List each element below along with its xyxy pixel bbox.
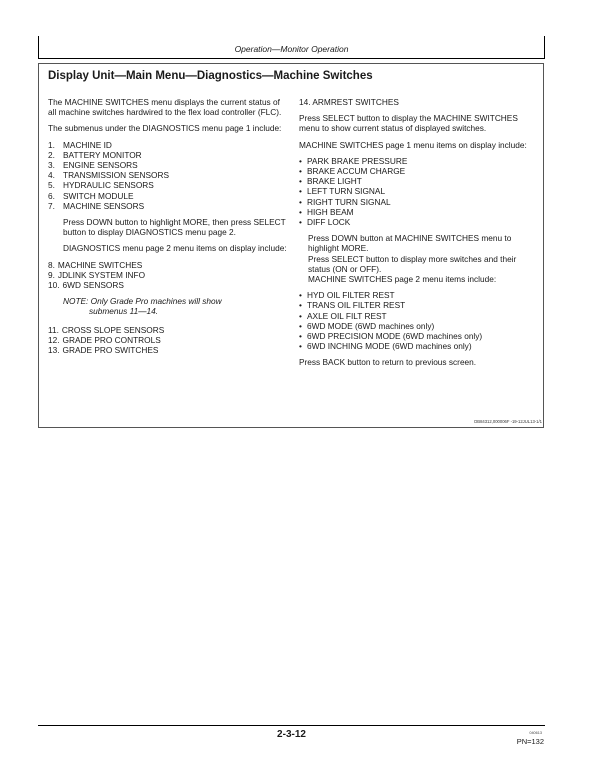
bullet-item: • BRAKE LIGHT — [299, 176, 539, 186]
list-item-label: 6WD SENSORS — [62, 280, 124, 291]
list-item-number: 3. — [48, 160, 55, 171]
note-line-2: submenus 11—14. — [89, 306, 159, 317]
list-item — [48, 345, 288, 355]
item-14: 14. ARMREST SWITCHES — [299, 97, 399, 107]
list-item-label: HYDRAULIC SENSORS — [63, 180, 154, 191]
list-item-number: 5. — [48, 180, 55, 191]
switches-page2-list — [299, 290, 539, 351]
list-item — [48, 280, 288, 290]
switches-page1-list — [299, 156, 539, 227]
diagnostics-page2-list-b — [48, 325, 288, 356]
list-item — [48, 160, 288, 170]
list-item-label: SWITCH MODULE — [63, 190, 134, 201]
list-item-label: JDLINK SYSTEM INFO — [57, 269, 146, 280]
list-item-number: 11. — [48, 324, 59, 335]
footer-rule — [38, 725, 545, 726]
right-column — [299, 97, 539, 374]
submenu-intro: The submenus under the DIAGNOSTICS menu page 1 include: — [48, 123, 282, 134]
list-item-label: GRADE PRO SWITCHES — [62, 345, 159, 356]
list-item-number: 9. — [48, 269, 55, 280]
document-id: DB84312,000006F -19-12JUL13-1/1 — [474, 419, 542, 424]
switches-page1-intro: MACHINE SWITCHES page 1 menu items on display include: — [299, 139, 527, 150]
page2-intro: DIAGNOSTICS menu page 2 menu items on display include: — [63, 243, 287, 254]
list-item — [48, 325, 288, 335]
bullet-item: • LEFT TURN SIGNAL — [299, 186, 539, 196]
bullet-item: • PARK BRAKE PRESSURE — [299, 156, 539, 166]
switches-page2-intro: MACHINE SWITCHES page 2 menu items include: — [308, 274, 497, 285]
list-item — [48, 170, 288, 180]
intro-paragraph: The MACHINE SWITCHES menu displays the current status of all machine switches hardwired to the flex load controller (FLC). — [48, 97, 282, 118]
list-item-number: 8. — [48, 259, 55, 270]
left-column — [48, 97, 288, 361]
list-item — [48, 335, 288, 345]
list-item-number: 2. — [48, 149, 55, 160]
bullet-item: • HYD OIL FILTER REST — [299, 290, 539, 300]
press-down-instruction: Press DOWN button to highlight MORE, then press SELECT button to display DIAGNOSTICS menu page 2. — [63, 217, 286, 238]
footer-code: 040613 — [529, 731, 542, 735]
list-item-label: MACHINE SWITCHES — [57, 259, 143, 270]
list-item-number: 13. — [48, 345, 60, 356]
list-item-number: 7. — [48, 200, 55, 211]
press-select-more: Press SELECT button to display more switches and their status (ON or OFF). — [308, 253, 517, 274]
bullet-item: • 6WD MODE (6WD machines only) — [299, 321, 539, 331]
bullet-item: • DIFF LOCK — [299, 217, 539, 227]
list-item — [48, 150, 288, 160]
press-back-instruction: Press BACK button to return to previous screen. — [299, 357, 477, 368]
list-item-number: 1. — [48, 139, 55, 150]
list-item-label: BATTERY MONITOR — [63, 149, 142, 160]
diagnostics-page2-list — [48, 260, 288, 291]
list-item — [48, 270, 288, 280]
section-title: Display Unit—Main Menu—Diagnostics—Machine Switches — [48, 70, 373, 82]
list-item — [48, 260, 288, 270]
bullet-item: • TRANS OIL FILTER REST — [299, 300, 539, 310]
list-item-label: GRADE PRO CONTROLS — [62, 334, 161, 345]
press-select-instruction: Press SELECT button to display the MACHINE SWITCHES menu to show current status of displayed switches. — [299, 113, 518, 134]
bullet-item: • AXLE OIL FILT REST — [299, 311, 539, 321]
page-number: 2-3-12 — [277, 729, 306, 740]
list-item-number: 6. — [48, 190, 55, 201]
list-item — [48, 180, 288, 190]
pn-number: PN=132 — [516, 737, 544, 746]
list-item — [48, 201, 288, 211]
list-item-label: CROSS SLOPE SENSORS — [61, 324, 165, 335]
bullet-item: • RIGHT TURN SIGNAL — [299, 197, 539, 207]
grade-pro-note — [48, 296, 288, 316]
list-item-label: ENGINE SENSORS — [63, 160, 138, 171]
bullet-item: • BRAKE ACCUM CHARGE — [299, 166, 539, 176]
bullet-item: • 6WD PRECISION MODE (6WD machines only) — [299, 331, 539, 341]
list-item-number: 10. — [48, 280, 60, 291]
note-line-1: NOTE: Only Grade Pro machines will show — [63, 296, 222, 307]
bullet-item: • HIGH BEAM — [299, 207, 539, 217]
list-item-label: MACHINE ID — [63, 139, 112, 150]
list-item — [48, 191, 288, 201]
list-item-label: TRANSMISSION SENSORS — [63, 170, 170, 181]
list-item-number: 12. — [48, 334, 60, 345]
header-rule — [38, 58, 545, 59]
list-item — [48, 140, 288, 150]
bullet-item: • 6WD INCHING MODE (6WD machines only) — [299, 341, 539, 351]
running-title: Operation—Monitor Operation — [234, 44, 349, 54]
diagnostics-page1-list — [48, 140, 288, 211]
press-down-more: Press DOWN button at MACHINE SWITCHES menu to highlight MORE. — [308, 233, 512, 254]
list-item-label: MACHINE SENSORS — [63, 200, 145, 211]
list-item-number: 4. — [48, 170, 55, 181]
